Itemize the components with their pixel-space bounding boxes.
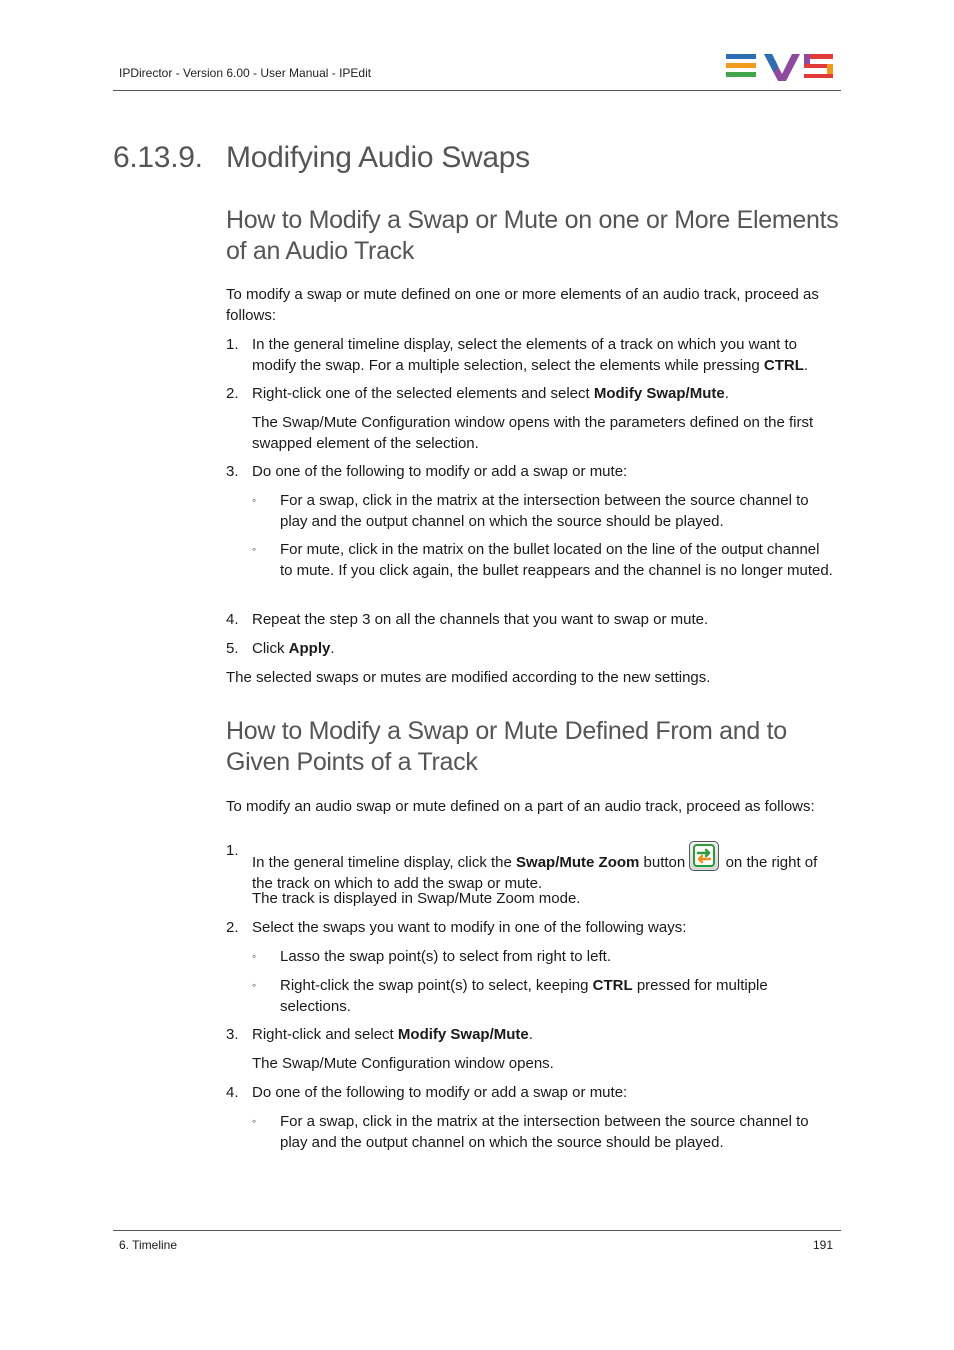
section-heading-2: How to Modify a Swap or Mute Defined From and to Given Points of a Track: [226, 717, 787, 776]
header-title: IPDirector - Version 6.00 - User Manual - IPEdit: [119, 66, 372, 80]
bullet-icon: ◦: [252, 493, 257, 507]
swap-mute-zoom-icon[interactable]: [689, 841, 719, 871]
page-number: 191: [812, 1238, 833, 1252]
chapter-title-text: Modifying Audio Swaps: [226, 141, 530, 174]
section2-step-1-result: The track is displayed in Swap/Mute Zoom mode.: [252, 890, 581, 907]
section-heading-1: How to Modify a Swap or Mute on one or More Elements of an Audio Track: [226, 206, 839, 265]
bullet-icon: ◦: [252, 949, 257, 963]
bullet-icon: ◦: [252, 542, 257, 556]
section2-step-3-result: The Swap/Mute Configuration window opens.: [252, 1055, 554, 1072]
section1-intro: To modify a swap or mute defined on one or more elements of an audio track, proceed as follows:: [226, 286, 819, 324]
footer-divider: [113, 1230, 841, 1231]
section1-step-2-result: The Swap/Mute Configuration window opens with the parameters defined on the first swapped element of the selection.: [252, 414, 814, 452]
section2-intro: To modify an audio swap or mute defined on a part of an audio track, proceed as follows:: [226, 798, 815, 815]
footer-chapter: 6. Timeline: [119, 1238, 178, 1252]
section1-outro: The selected swaps or mutes are modified according to the new settings.: [226, 669, 711, 686]
chapter-title: [113, 141, 530, 175]
bullet-icon: ◦: [252, 1114, 257, 1128]
evs-logo: [726, 54, 834, 87]
bullet-icon: ◦: [252, 978, 257, 992]
header-divider: [113, 90, 841, 91]
chapter-number: 6.13.9.: [113, 141, 203, 174]
